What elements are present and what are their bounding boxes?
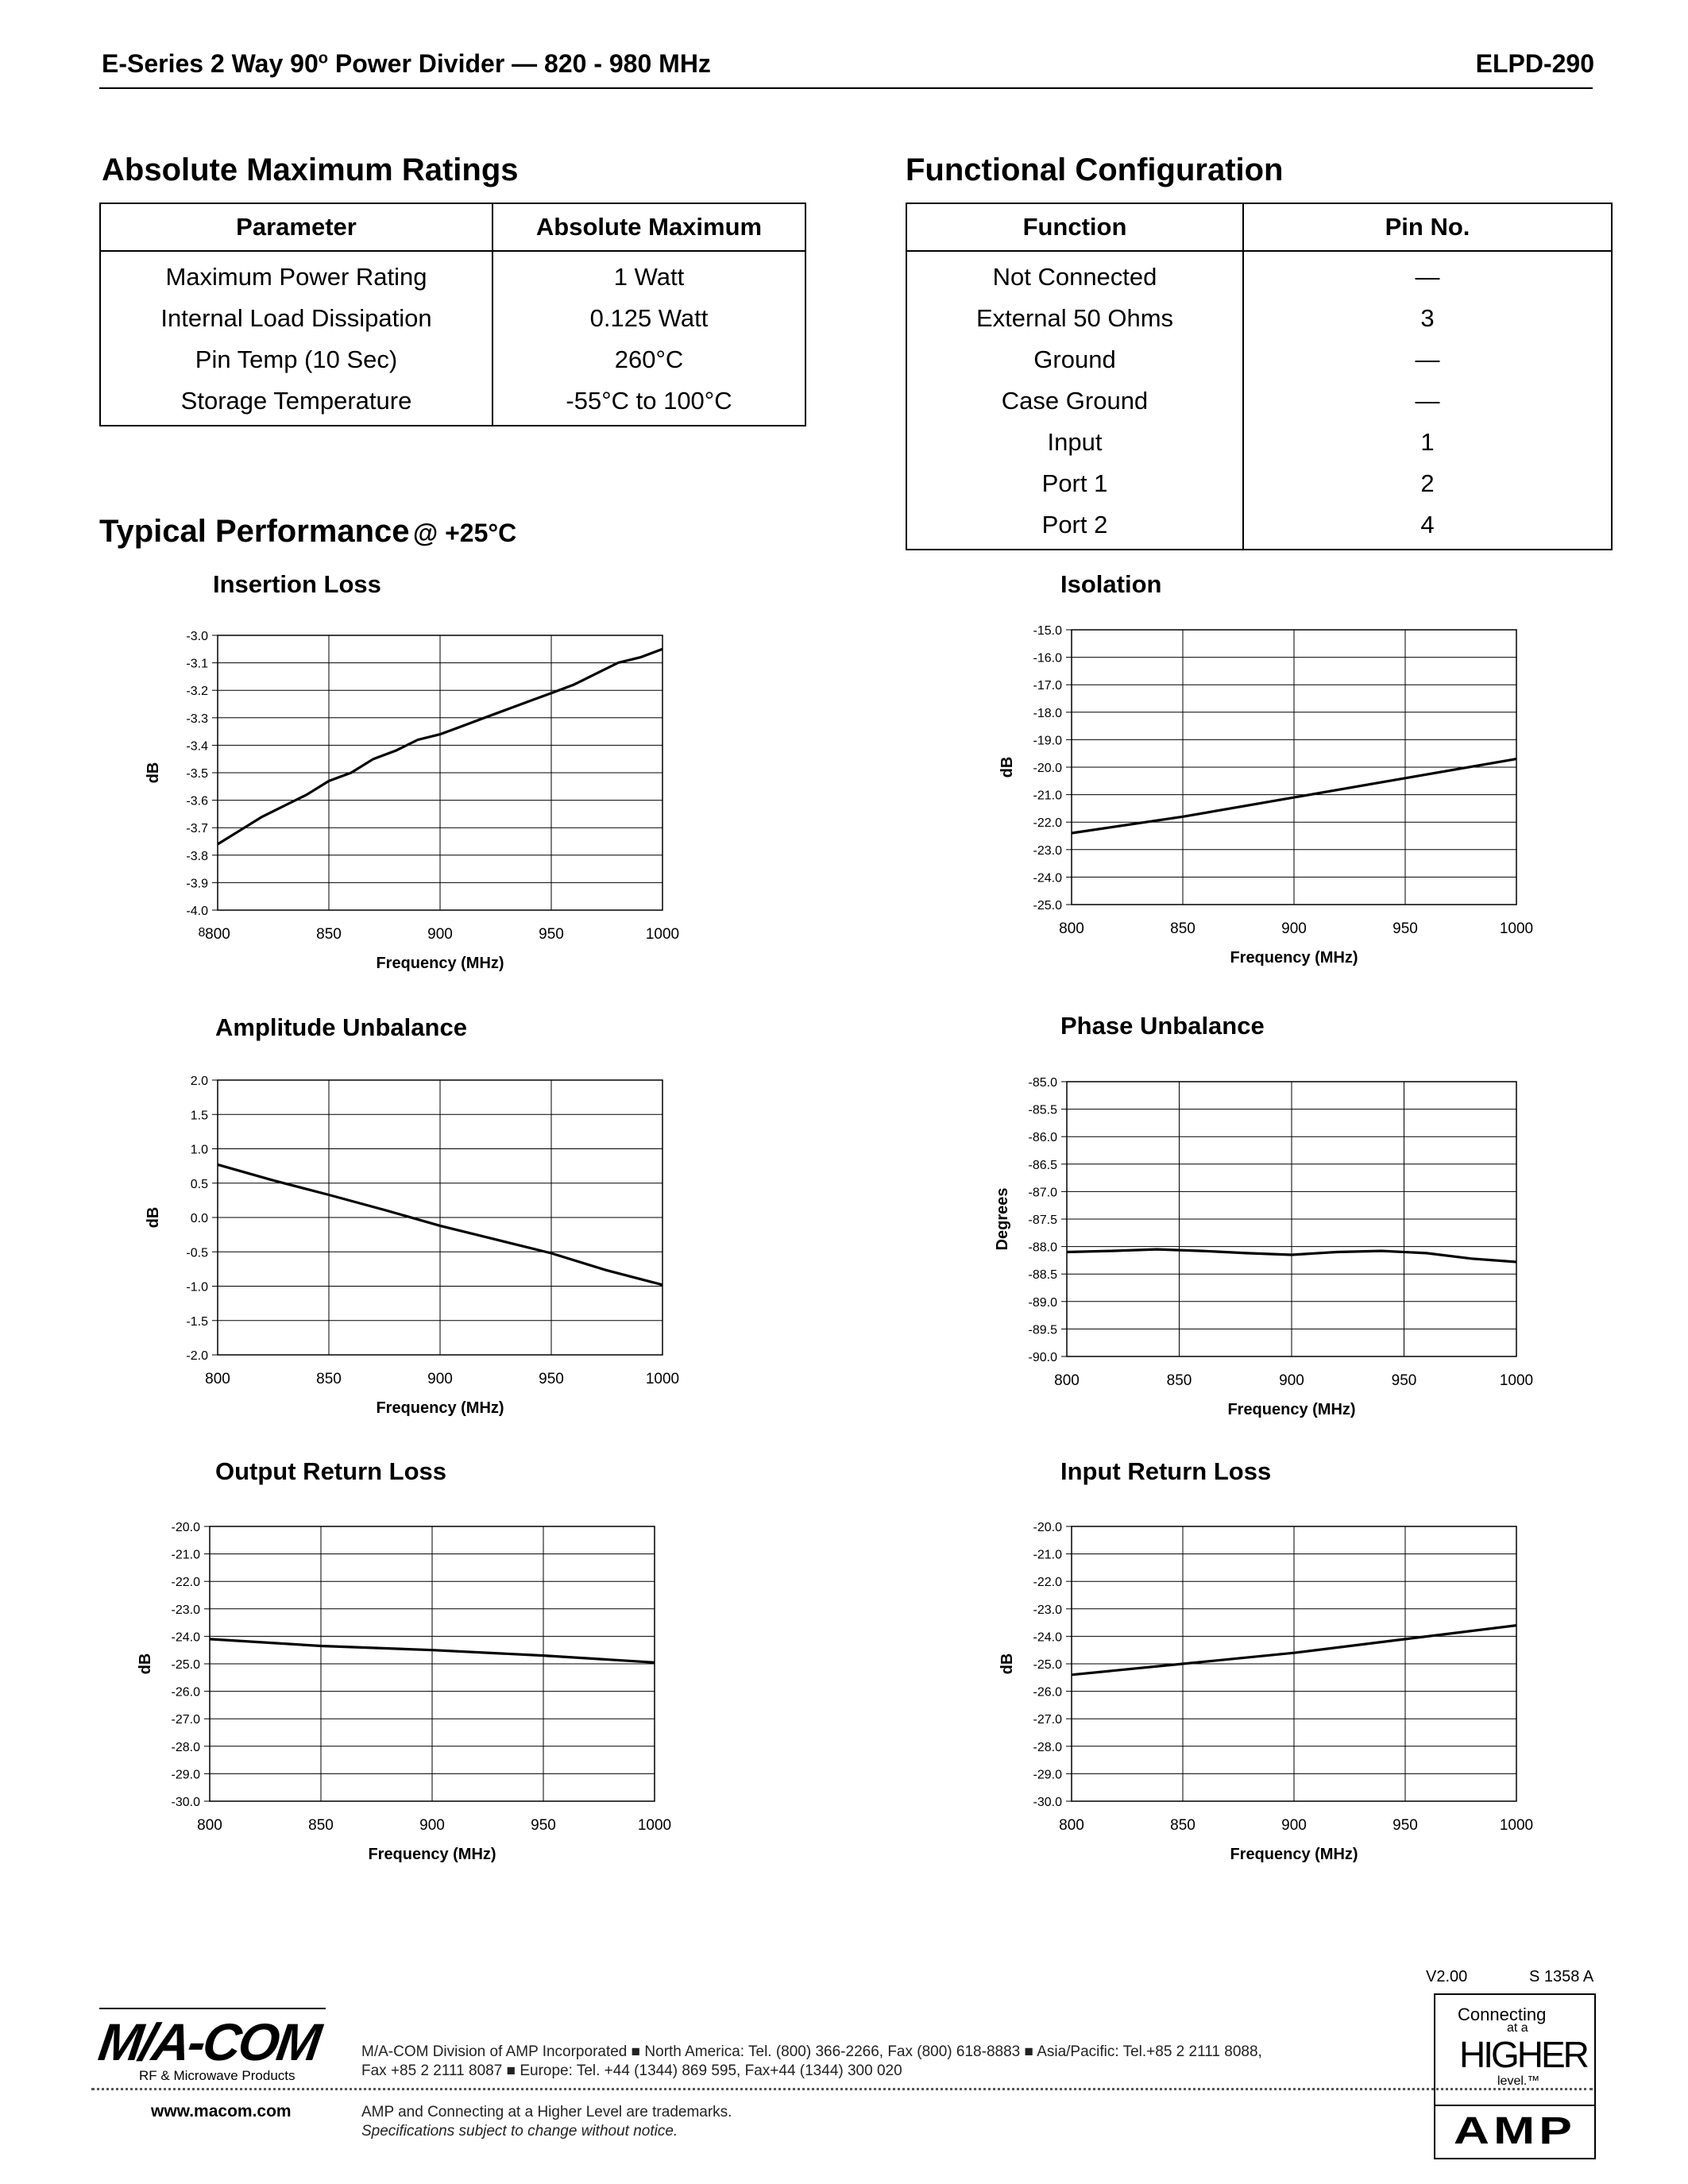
ratings-cell: -55°C to 100°C (492, 380, 805, 426)
y-tick-label: -21.0 (171, 1548, 200, 1562)
y-axis-label: dB (145, 762, 162, 784)
logo-rule (99, 2008, 326, 2009)
chart-title-input-return-loss: Input Return Loss (1060, 1457, 1272, 1485)
x-axis-label: Frequency (MHz) (1230, 949, 1358, 967)
y-tick-label: -30.0 (1033, 1796, 1062, 1809)
y-tick-label: -1.0 (186, 1280, 208, 1295)
ratings-col-parameter: Parameter (100, 203, 492, 251)
amp-logo: AMP (1453, 2110, 1577, 2152)
amp-slogan-at: at a (1507, 2021, 1528, 2035)
chart-title-isolation: Isolation (1060, 570, 1162, 598)
x-tick-label: 1000 (1499, 920, 1534, 937)
ratings-col-maximum: Absolute Maximum (492, 203, 805, 251)
y-tick-label: 1.0 (190, 1143, 208, 1157)
config-cell: 3 (1243, 298, 1612, 339)
config-cell: Input (1047, 428, 1103, 456)
config-cell: External 50 Ohms (975, 304, 1174, 332)
performance-title: Typical Performance (99, 514, 410, 549)
y-tick-label: -4.0 (186, 905, 208, 918)
y-tick-label: -24.0 (1033, 1630, 1062, 1645)
x-tick-label: 800 (197, 1817, 222, 1834)
macom-logo (95, 2012, 323, 2084)
x-tick-label: 900 (1279, 1372, 1304, 1389)
footer-dotted-rule (91, 2088, 1593, 2090)
chart-phase-unbalance (994, 1076, 1533, 1418)
x-tick-label: 950 (1391, 1372, 1417, 1389)
x-axis-label: Frequency (MHz) (1227, 1401, 1356, 1418)
y-tick-label: -3.5 (186, 767, 208, 781)
y-tick-label: -22.0 (171, 1576, 200, 1590)
config-cell: Case Ground (1001, 387, 1149, 415)
y-tick-label: -15.0 (1033, 624, 1062, 638)
x-tick-label: 900 (427, 926, 453, 943)
amp-slogan-level: level.™ (1497, 2074, 1540, 2088)
disclaimer-note: Specifications subject to change without notice. (361, 2123, 678, 2140)
y-tick-label: -16.0 (1033, 651, 1062, 666)
config-cell: Ground (1033, 345, 1116, 373)
y-tick-label: -85.0 (1028, 1076, 1057, 1090)
chart-title-insertion-loss: Insertion Loss (213, 570, 381, 598)
y-tick-label: -88.5 (1028, 1268, 1057, 1283)
y-tick-label: -89.5 (1028, 1323, 1057, 1337)
contact-line-1: M/A-COM Division of AMP Incorporated ■ North America: Tel. (800) 366-2266, Fax (800) 618-8883 ■ Asia/Pacific: Tel.+85 2 2111 8088, (361, 2043, 1262, 2060)
x-tick-label: 850 (1170, 920, 1196, 937)
performance-subtitle: @ +25°C (412, 519, 517, 547)
x-tick-label: 1000 (645, 926, 680, 943)
y-tick-label: 1.5 (190, 1109, 208, 1123)
y-tick-label: -3.7 (186, 822, 208, 836)
y-tick-label: -26.0 (171, 1685, 200, 1700)
y-tick-label: -1.5 (186, 1314, 208, 1329)
x-axis-label: Frequency (MHz) (376, 955, 504, 972)
ratings-cell: Storage Temperature (180, 387, 412, 415)
x-tick-label: 850 (316, 1371, 342, 1387)
y-tick-label: -20.0 (1033, 762, 1062, 775)
x-tick-label: 850 (308, 1817, 334, 1834)
chart-isolation (999, 624, 1533, 967)
x-tick-label: 950 (531, 1817, 556, 1834)
amp-slogan-connecting: Connecting (1458, 2005, 1547, 2024)
config-col-function: Function (906, 203, 1243, 251)
y-axis-label: dB (145, 1206, 162, 1229)
macom-tagline: RF & Microwave Products (139, 2068, 295, 2083)
config-cell: — (1243, 380, 1612, 422)
y-tick-label: 0.0 (190, 1212, 208, 1225)
config-cell: 4 (1243, 504, 1612, 550)
y-tick-label: -27.0 (171, 1713, 200, 1727)
y-tick-label: -21.0 (1033, 789, 1062, 803)
y-tick-label: -28.0 (171, 1740, 200, 1754)
config-cell: — (1243, 339, 1612, 380)
config-cell: Not Connected (992, 263, 1157, 291)
y-tick-label: -87.5 (1028, 1214, 1057, 1227)
y-tick-label: 0.5 (190, 1177, 208, 1191)
ratings-cell: 260°C (492, 339, 805, 380)
y-tick-label: -23.0 (1033, 843, 1062, 858)
website-link[interactable]: www.macom.com (151, 2102, 292, 2120)
y-axis-label: dB (999, 756, 1016, 778)
y-tick-label: -18.0 (1033, 706, 1062, 720)
ratings-title: Absolute Maximum Ratings (102, 152, 519, 187)
y-tick-label: -3.3 (186, 712, 208, 726)
y-tick-label: -3.6 (186, 794, 208, 808)
ratings-cell: Maximum Power Rating (165, 263, 427, 291)
x-tick-label: 900 (427, 1371, 453, 1387)
chart-amplitude-unbalance (145, 1075, 679, 1417)
x-tick-label: 900 (1281, 920, 1307, 937)
y-tick-label: -89.0 (1028, 1295, 1057, 1310)
y-tick-label: -20.0 (1033, 1521, 1062, 1534)
x-tick-label: 800 (205, 926, 230, 943)
part-number: ELPD-290 (1475, 49, 1594, 78)
y-axis-label: dB (137, 1653, 154, 1675)
config-cell: 2 (1243, 463, 1612, 504)
config-cell: Port 2 (1041, 511, 1108, 538)
config-title: Functional Configuration (906, 152, 1284, 187)
ratings-cell: 0.125 Watt (492, 298, 805, 339)
x-tick-label: 950 (539, 926, 564, 943)
y-tick-label: 2.0 (190, 1075, 208, 1088)
y-axis-label: dB (999, 1653, 1016, 1675)
y-tick-label: -23.0 (1033, 1603, 1062, 1617)
y-tick-label: -25.0 (1033, 1658, 1062, 1672)
y-tick-label: -26.0 (1033, 1685, 1062, 1700)
x-tick-label: 800 (1059, 920, 1084, 937)
amp-logo-box (1434, 1993, 1596, 2159)
x-tick-label: 800 (205, 1371, 230, 1387)
x-tick-label: 950 (1393, 1817, 1418, 1834)
chart-title-phase-unbalance: Phase Unbalance (1060, 1012, 1265, 1040)
y-tick-label: -87.0 (1028, 1186, 1057, 1200)
macom-logo-text: M/A-COM (95, 2012, 323, 2071)
y-tick-label: -21.0 (1033, 1548, 1062, 1562)
y-tick-label: -86.0 (1028, 1131, 1057, 1145)
y-tick-label: -3.1 (186, 657, 208, 671)
y-axis-label: Degrees (994, 1187, 1011, 1251)
y-tick-label: -25.0 (1033, 899, 1062, 913)
y-tick-label: -23.0 (171, 1603, 200, 1617)
amp-slogan-higher: HIGHER (1459, 2034, 1587, 2075)
x-axis-label: Frequency (MHz) (376, 1399, 504, 1417)
y-tick-label: -20.0 (171, 1521, 200, 1534)
y-tick-label: -22.0 (1033, 816, 1062, 831)
x-tick-label: 1000 (645, 1371, 680, 1387)
y-tick-label: -28.0 (1033, 1740, 1062, 1754)
x-tick-label: 1000 (1499, 1817, 1534, 1834)
y-tick-label: -86.5 (1028, 1158, 1057, 1172)
x-tick-label: 900 (419, 1817, 445, 1834)
x-tick-label: 950 (539, 1371, 564, 1387)
y-tick-label: -3.2 (186, 685, 208, 699)
x-tick-label: 850 (1166, 1372, 1192, 1389)
amp-logo-divider (1435, 2105, 1594, 2106)
y-tick-label: -29.0 (171, 1768, 200, 1782)
x-tick-label: 1000 (637, 1817, 672, 1834)
y-tick-label: -3.8 (186, 849, 208, 863)
config-cell: — (1243, 251, 1612, 298)
y-tick-label: -24.0 (1033, 871, 1062, 886)
y-tick-label: -90.0 (1028, 1351, 1057, 1364)
x-axis-label: Frequency (MHz) (368, 1846, 496, 1863)
x-tick-label: 900 (1281, 1817, 1307, 1834)
y-tick-label: -29.0 (1033, 1768, 1062, 1782)
y-tick-label: -27.0 (1033, 1713, 1062, 1727)
config-cell: Port 1 (1041, 469, 1108, 497)
y-tick-label: -17.0 (1033, 679, 1062, 693)
ratings-cell: 1 Watt (492, 251, 805, 298)
y-tick-label: -24.0 (171, 1630, 200, 1645)
y-tick-label: -2.0 (186, 1349, 208, 1363)
y-tick-label: -30.0 (171, 1796, 200, 1809)
x-axis-label: Frequency (MHz) (1230, 1846, 1358, 1863)
version-label: V2.00 (1426, 1968, 1468, 1985)
ratings-cell: Internal Load Dissipation (160, 304, 432, 332)
x-tick-label: 800 (1054, 1372, 1080, 1389)
contact-line-2: Fax +85 2 2111 8087 ■ Europe: Tel. +44 (1344) 869 595, Fax+44 (1344) 300 020 (361, 2062, 902, 2079)
y-tick-label: -0.5 (186, 1246, 208, 1260)
config-col-pin: Pin No. (1243, 203, 1612, 251)
stray-tick-label: 8 (198, 926, 206, 940)
ratings-cell: Pin Temp (10 Sec) (195, 345, 398, 373)
x-tick-label: 850 (1170, 1817, 1196, 1834)
chart-output-return-loss (137, 1521, 671, 1863)
doc-code: S 1358 A (1529, 1968, 1594, 1985)
y-tick-label: -19.0 (1033, 734, 1062, 748)
chart-title-output-return-loss: Output Return Loss (215, 1457, 447, 1485)
x-tick-label: 800 (1059, 1817, 1084, 1834)
x-tick-label: 950 (1393, 920, 1418, 937)
y-tick-label: -25.0 (171, 1658, 200, 1672)
trademark-note: AMP and Connecting at a Higher Level are trademarks. (361, 2104, 732, 2120)
chart-insertion-loss (145, 630, 679, 972)
x-tick-label: 850 (316, 926, 342, 943)
chart-title-amplitude-unbalance: Amplitude Unbalance (215, 1013, 467, 1041)
y-tick-label: -88.0 (1028, 1241, 1057, 1255)
y-tick-label: -3.9 (186, 877, 208, 891)
y-tick-label: -85.5 (1028, 1103, 1057, 1117)
y-tick-label: -3.0 (186, 630, 208, 643)
config-cell: 1 (1243, 422, 1612, 463)
document-title: E-Series 2 Way 90$^o$ Power Divider — 820 - 980 MHz (102, 49, 711, 78)
y-tick-label: -22.0 (1033, 1576, 1062, 1590)
y-tick-label: -3.4 (186, 739, 208, 754)
chart-input-return-loss (999, 1521, 1533, 1863)
x-tick-label: 1000 (1499, 1372, 1534, 1389)
